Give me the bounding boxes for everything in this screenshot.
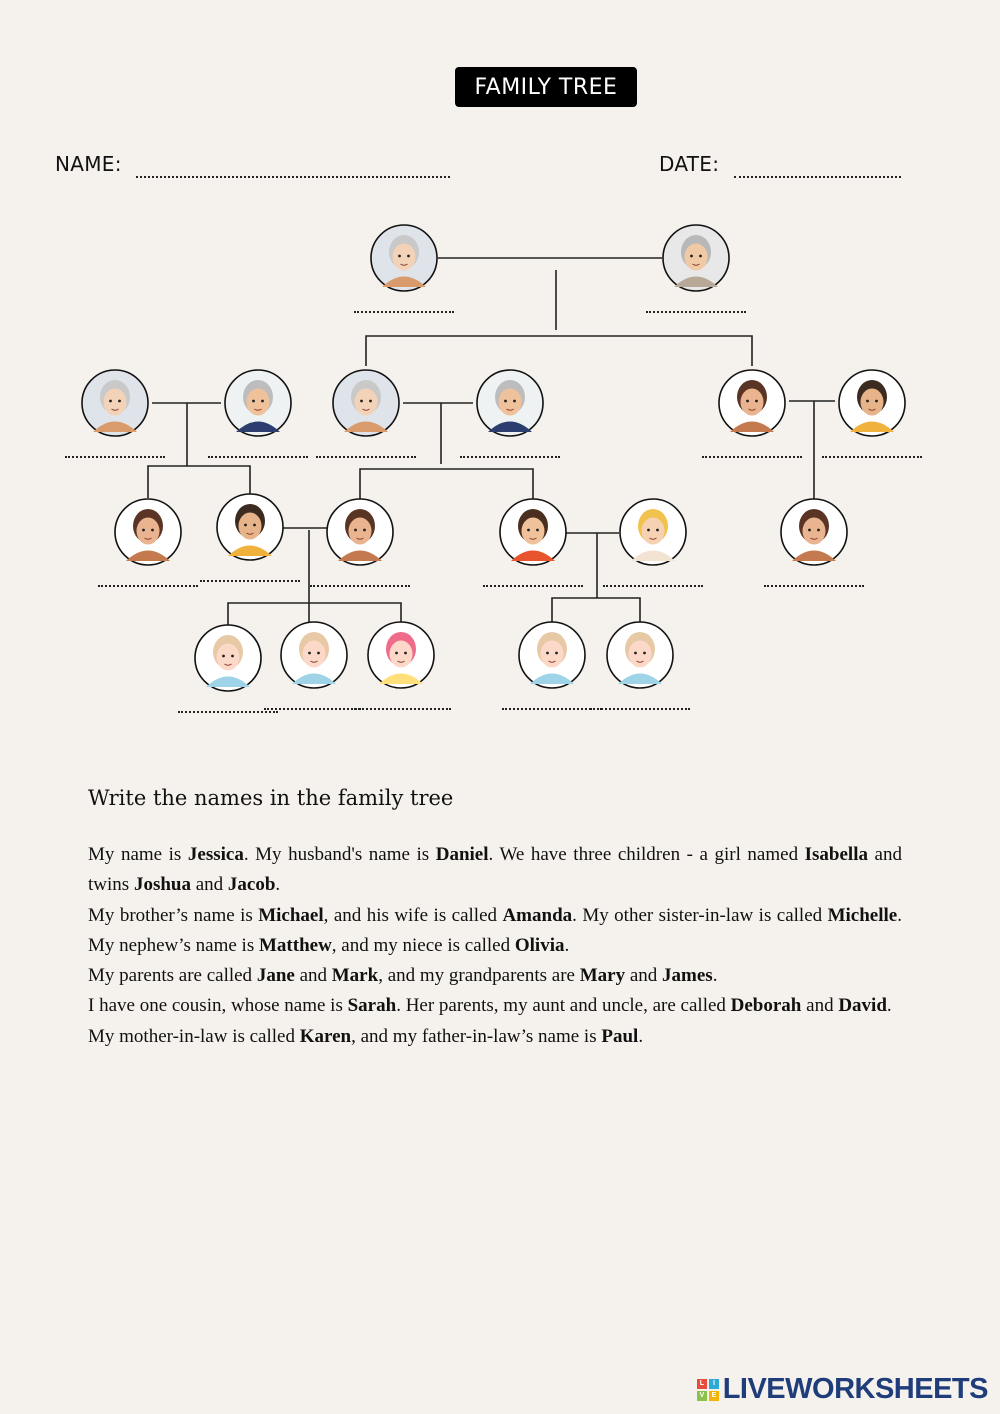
- name-input-daughter[interactable]: [351, 690, 455, 710]
- name-input-niece[interactable]: [590, 690, 694, 710]
- story-paragraph: My parents are called Jane and Mark, and my grandparents are Mary and James.: [88, 965, 718, 987]
- grandfather-icon: [663, 225, 729, 291]
- connector-line: [552, 598, 640, 622]
- name-input-husband[interactable]: [200, 562, 304, 582]
- story-paragraph: My brother’s name is Michael, and his wife is called Amanda. My other sister-in-law is called Michelle. My nephew’s name is Matthew, and my niece is called Olivia.: [88, 904, 902, 956]
- man-icon: [500, 499, 566, 565]
- woman-icon: [781, 499, 847, 565]
- liveworksheets-logo-icon: L I V E: [697, 1379, 719, 1401]
- story-paragraph: My mother-in-law is called Karen, and my father-in-law’s name is Paul.: [88, 1025, 644, 1047]
- grandmother-icon: [333, 370, 399, 436]
- instructions-heading: Write the names in the family tree: [88, 786, 454, 810]
- name-input-cousin[interactable]: [764, 567, 868, 587]
- name-input-father-in-law[interactable]: [208, 438, 312, 458]
- baby-icon: [195, 625, 261, 691]
- name-input-mother-in-law[interactable]: [65, 438, 169, 458]
- grandmother-icon: [82, 370, 148, 436]
- name-input-father[interactable]: [460, 438, 564, 458]
- page-title: FAMILY TREE: [455, 67, 637, 107]
- name-label: NAME:: [55, 152, 122, 176]
- name-input-aunt[interactable]: [702, 438, 806, 458]
- baby-icon: [281, 622, 347, 688]
- woman-icon: [327, 499, 393, 565]
- name-input-sister-in-law[interactable]: [98, 567, 202, 587]
- story-paragraph: I have one cousin, whose name is Sarah. Her parents, my aunt and uncle, are called Deborah and David.: [88, 995, 892, 1017]
- woman-icon: [115, 499, 181, 565]
- baby-girl-icon: [368, 622, 434, 688]
- baby-icon: [607, 622, 673, 688]
- bearded-man-icon: [217, 494, 283, 560]
- name-input-gm-top[interactable]: [354, 293, 458, 313]
- old-man-icon: [477, 370, 543, 436]
- baby-icon: [519, 622, 585, 688]
- woman-icon: [719, 370, 785, 436]
- liveworksheets-brand: [697, 1373, 988, 1406]
- old-man-icon: [225, 370, 291, 436]
- brand-text: LIVEWORKSHEETS: [722, 1373, 988, 1405]
- connector-line: [366, 336, 752, 366]
- date-label: DATE:: [659, 152, 720, 176]
- grandmother-icon: [371, 225, 437, 291]
- name-input-uncle[interactable]: [822, 438, 926, 458]
- tree-members: [82, 225, 905, 691]
- name-input-mother[interactable]: [316, 438, 420, 458]
- bearded-man-icon: [839, 370, 905, 436]
- name-input-brothers-wife[interactable]: [603, 567, 707, 587]
- name-input-brother[interactable]: [483, 567, 587, 587]
- story-text: [88, 840, 902, 1052]
- name-input-me[interactable]: [310, 567, 414, 587]
- connector-line: [360, 469, 533, 499]
- connector-line: [148, 466, 250, 498]
- story-paragraph: My name is Jessica. My husband's name is Daniel. We have three children - a girl named Isabella and twins Joshua and Jacob.: [88, 844, 902, 896]
- blonde-woman-icon: [620, 499, 686, 565]
- name-input-gf-top[interactable]: [646, 293, 750, 313]
